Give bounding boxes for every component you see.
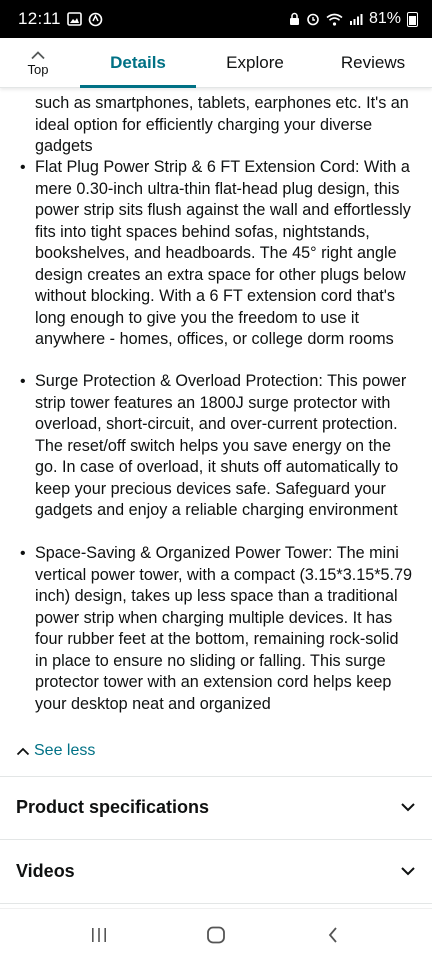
alarm-icon: [306, 12, 320, 26]
bullet-text: Surge Protection & Overload Protection: This power strip tower features an 1800J surge protector with overload, short-circuit, and over-current protection. The reset/off switch helps you save energy on the go. In case of overload, it shuts off automatically to keep your precious devices safe. Safeguard your gadgets and enjoy a reliable charging environment: [35, 372, 407, 519]
home-icon: [206, 926, 226, 944]
section-title: Product specifications: [16, 796, 210, 817]
back-button[interactable]: [303, 915, 363, 955]
home-button[interactable]: [186, 915, 246, 955]
wifi-icon: [326, 13, 343, 26]
status-bar: [0, 0, 432, 38]
status-left: [18, 9, 103, 29]
bullet-text: such as smartphones, tablets, earphones etc. It's an ideal option for efficiently charging your diverse gadgets: [35, 94, 409, 155]
clipped-line-text: [35, 88, 415, 89]
recent-apps-icon: [90, 927, 108, 943]
gallery-icon: [67, 12, 82, 26]
videos-section[interactable]: [0, 841, 432, 901]
battery-icon: [407, 12, 418, 27]
bullet-dot: •: [20, 159, 26, 176]
back-to-top-button[interactable]: [12, 41, 64, 85]
detail-tab-header: [0, 38, 432, 88]
lock-icon: [289, 12, 300, 26]
divider: [0, 903, 432, 904]
chevron-up-icon: [30, 50, 46, 60]
tab-details[interactable]: Details: [80, 38, 196, 88]
top-label: Top: [27, 61, 49, 77]
bullet-dot: •: [20, 373, 26, 390]
product-specifications-section[interactable]: [0, 777, 432, 837]
chevron-up-icon: [16, 747, 30, 756]
section-title: Videos: [16, 860, 75, 881]
product-details-content: [0, 88, 432, 908]
bullet-dot: •: [20, 545, 26, 562]
system-navigation-bar: [0, 908, 432, 960]
tab-explore[interactable]: Explore: [226, 53, 284, 72]
see-less-link[interactable]: [16, 742, 95, 760]
status-time: 12:11: [18, 9, 61, 28]
bullet-text: Space-Saving & Organized Power Tower: The mini vertical power tower, with a compact (3.15*3.15*5.79 inch) design, takes up less space than a traditional power strip when charging multiple devices. It has four rubber feet at the bottom, remaining rock-solid in place to ensure no sliding or falling. This surge protector tower with an extension cord helps keep your desktop neat and organized: [35, 544, 413, 713]
bullet-text: Flat Plug Power Strip & 6 FT Extension Cord: With a mere 0.30-inch ultra-thin flat-head plug design, this power strip sits flush against the wall and effortlessly fits into tight spaces behind sofas, nightstands, bookshelves, and headboards. The 45° right angle design creates an extra space for other plugs below without blocking. With a 6 FT extension cord that's long enough to give you the freedom to use it anywhere - homes, offices, or college dorm rooms: [35, 158, 411, 348]
chevron-down-icon: [400, 866, 416, 876]
recent-apps-button[interactable]: [69, 915, 129, 955]
data-saver-icon: [88, 12, 103, 27]
back-icon: [327, 926, 339, 944]
see-less-label: See less: [34, 742, 96, 759]
chevron-down-icon: [400, 802, 416, 812]
tab-reviews[interactable]: Reviews: [340, 53, 406, 72]
status-right: [289, 10, 418, 28]
divider: [0, 839, 432, 840]
signal-icon: [349, 13, 363, 25]
battery-percent: 81%: [368, 10, 401, 27]
